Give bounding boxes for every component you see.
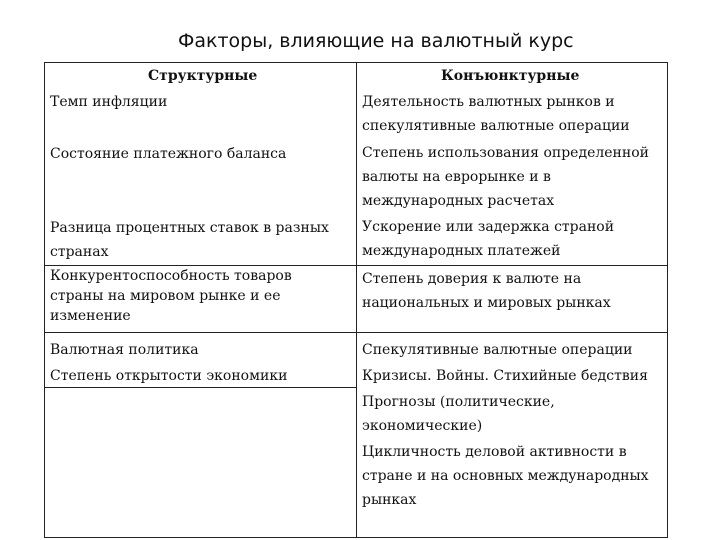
factor-forecasts [362,390,555,438]
factor-line: международных расчетах [362,193,555,209]
table-border-top [44,62,668,63]
factor-line: стране и на основных международных [362,468,649,484]
table-column-divider [356,62,357,538]
factor-line: страны на мировом рынке и ее [50,288,281,304]
factor-line: странах [50,244,109,260]
factor-line: Прогнозы (политические, [362,394,555,410]
factor-currency-policy: Валютная политика [50,342,199,358]
factor-line: экономические) [362,418,483,434]
factor-line: Конкурентоспособность товаров [50,268,292,284]
table-border-right [667,62,668,538]
factor-line: национальных и мировых рынках [362,295,611,311]
factor-line: Степень использования определенной [362,145,649,161]
factor-line: валюты на еврорынке и в [362,169,551,185]
factor-inflation: Темп инфляции [50,94,168,110]
header-conjunctural: Конъюнктурные [441,68,580,84]
factor-line: Ускорение или задержка страной [362,219,615,235]
factor-currency-usage [362,141,649,213]
factor-speculative-operations: Спекулятивные валютные операции [362,342,633,358]
factor-payment-balance: Состояние платежного баланса [50,146,287,162]
factor-line: международных платежей [362,243,561,259]
table-border-bottom [44,537,668,538]
factor-economy-openness: Степень открытости экономики [50,368,288,384]
factor-crises: Кризисы. Войны. Стихийные бедствия [362,368,648,384]
factor-business-cycles [362,440,649,512]
factor-payment-timing [362,215,614,263]
factor-line: Степень доверия к валюте на [362,271,582,287]
factor-interest-rate-difference [50,216,329,264]
factor-line: рынках [362,492,417,508]
factor-line: спекулятивные валютные операции [362,118,630,134]
factor-line: Деятельность валютных рынков и [362,94,615,110]
page-title: Факторы, влияющие на валютный курс [178,30,574,52]
factor-line: Цикличность деловой активности в [362,444,627,460]
factor-line: Разница процентных ставок в разных [50,220,329,236]
table-border-left [44,62,45,538]
factors-table [44,62,668,538]
factor-currency-trust [362,267,611,315]
factor-competitiveness [50,266,292,326]
header-structural: Структурные [148,68,258,84]
row-divider [44,332,668,333]
factor-line: изменение [50,308,131,324]
factor-market-activity [362,90,630,138]
